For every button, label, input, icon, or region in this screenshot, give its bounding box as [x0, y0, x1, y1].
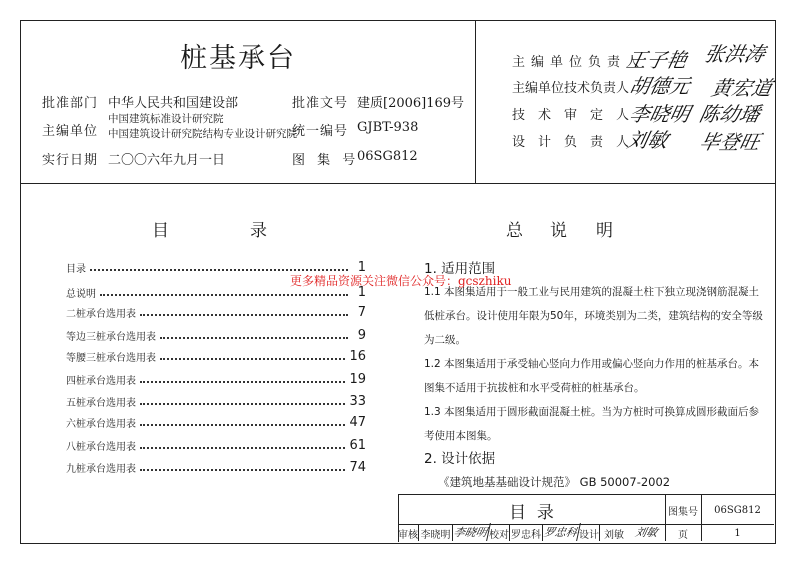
editor-unit-line2: 中国建筑设计研究院结构专业设计研究院 — [108, 128, 297, 140]
toc-item-label: 等边三桩承台选用表 — [66, 332, 156, 343]
toc-item[interactable] — [66, 304, 366, 320]
toc-leader-dots — [140, 381, 345, 383]
toc-title-left: 目 — [152, 221, 169, 241]
editor-unit-line1: 中国建筑标准设计研究院 — [108, 113, 224, 125]
checker-signature: 罗忠科 — [541, 523, 581, 541]
toc-item-page: 9 — [357, 328, 366, 343]
check-label: 校对 — [489, 525, 510, 541]
toc-item[interactable] — [66, 437, 366, 453]
toc-leader-dots — [140, 447, 345, 449]
toc-item-label: 五桩承台选用表 — [66, 398, 136, 409]
designer-name: 刘敏 — [604, 529, 624, 541]
toc-item-label: 目录 — [66, 264, 86, 275]
toc-title-right: 录 — [250, 221, 267, 241]
toc-leader-dots — [140, 314, 348, 316]
toc-item-page: 7 — [357, 305, 366, 320]
signature: 黄宏道 — [709, 76, 775, 100]
approval-doc-label: 批准文号 — [292, 96, 349, 111]
toc-item-page: 74 — [349, 460, 366, 475]
section-heading-scope: 1. 适用范围 — [424, 261, 496, 277]
toc-leader-dots — [100, 294, 348, 296]
toc-item-page: 1 — [357, 285, 366, 300]
approval-dept-value: 中华人民共和国建设部 — [108, 96, 239, 111]
checker-name: 罗忠科 — [510, 525, 543, 541]
toc-item[interactable] — [66, 414, 366, 430]
header-bottom-line — [20, 183, 775, 184]
signature: 李晓明 — [627, 102, 693, 126]
notes-title-1: 总 — [506, 221, 523, 241]
signature: 王子艳 — [624, 48, 690, 72]
toc-item[interactable] — [66, 348, 366, 364]
design-code-reference: 《建筑地基基础设计规范》 GB 50007-2002 — [438, 475, 671, 489]
toc-item-label: 四桩承台选用表 — [66, 376, 136, 387]
toc-item-page: 61 — [349, 438, 366, 453]
page-number: 1 — [734, 527, 741, 539]
approval-dept-label: 批准部门 — [42, 96, 99, 111]
toc-item-label: 总说明 — [66, 289, 96, 300]
reviewer-signature: 李晓明 — [451, 523, 491, 541]
toc-item[interactable] — [66, 459, 366, 475]
signature: 陈幼璠 — [697, 102, 763, 126]
unified-no-label: 统一编号 — [292, 124, 349, 139]
toc-item-page: 16 — [349, 349, 366, 364]
toc-item[interactable] — [66, 393, 366, 409]
section-heading-basis: 2. 设计依据 — [424, 451, 496, 467]
toc-item-label: 八桩承台选用表 — [66, 442, 136, 453]
toc-leader-dots — [140, 424, 345, 426]
designer-signature: 刘敏 — [634, 526, 659, 539]
toc-item-label: 二桩承台选用表 — [66, 309, 136, 320]
toc-item-page: 1 — [357, 260, 366, 275]
editor-unit-label: 主编单位 — [42, 124, 99, 139]
page-label: 页 — [678, 529, 688, 541]
notes-title-2: 说 — [550, 221, 567, 241]
atlas-title: 桩基承台 — [180, 43, 296, 74]
effective-date-label: 实行日期 — [42, 153, 99, 168]
atlas-no-value: 06SG812 — [714, 504, 761, 516]
effective-date-value: 二〇〇六年九月一日 — [108, 153, 226, 168]
toc-leader-dots — [140, 403, 345, 405]
toc-item-page: 47 — [349, 415, 366, 430]
atlas-no-value: 06SG812 — [357, 149, 418, 164]
reviewer-name: 李晓明 — [419, 525, 453, 541]
toc-item-label: 六桩承台选用表 — [66, 419, 136, 430]
note-1-1: 1.1 本图集适用于一般工业与民用建筑的混凝土柱下独立现浇钢筋混凝土低桩承台。设计使用年限为50年，环境类别为二类，建筑结构的安全等级为二级。 — [424, 286, 763, 346]
signature: 胡德元 — [627, 74, 693, 98]
toc-item-label: 等腰三桩承台选用表 — [66, 353, 156, 364]
toc-leader-dots — [140, 469, 345, 471]
resp-label-tech-review: 技术审定人 — [512, 108, 643, 123]
note-1-2: 1.2 本图集适用于承受轴心竖向力作用或偏心竖向力作用的桩基承台。本图集不适用于抗拔桩和水平受荷桩的桩基承台。 — [424, 358, 760, 394]
resp-label-design-lead: 设计负责人 — [512, 135, 643, 150]
review-label: 审核 — [398, 525, 419, 541]
approval-doc-value: 建质[2006]169号 — [357, 96, 465, 111]
atlas-no-label: 图集号 — [668, 506, 698, 518]
atlas-no-label: 图 集 号 — [292, 153, 360, 168]
note-1-3: 1.3 本图集适用于圆形截面混凝土桩。当为方桩时可换算成圆形截面后参考使用本图集。 — [424, 406, 760, 442]
signature: 刘敏 — [625, 128, 671, 152]
resp-label-tech-chief: 主编单位技术负责人 — [512, 81, 630, 96]
toc-leader-dots — [160, 337, 348, 339]
design-label: 设计 — [579, 525, 600, 541]
toc-item[interactable] — [66, 327, 366, 343]
signature: 张洪涛 — [702, 42, 768, 66]
toc-item-page: 19 — [349, 372, 366, 387]
header-divider — [475, 20, 476, 183]
general-notes — [424, 258, 769, 494]
toc-leader-dots — [160, 358, 345, 360]
unified-no-value: GJBT-938 — [357, 120, 419, 135]
notes-title-3: 明 — [596, 221, 613, 241]
signature: 毕登旺 — [697, 130, 763, 154]
resp-label-chief-unit: 主编单位负责人 — [512, 55, 646, 70]
sheet-title: 目 录 — [509, 502, 554, 523]
toc-item-page: 33 — [349, 394, 366, 409]
watermark-text: 更多精品资源关注微信公众号：gcszhiku — [290, 274, 512, 288]
toc-leader-dots — [90, 269, 348, 271]
toc-item[interactable] — [66, 371, 366, 387]
toc-item-label: 九桩承台选用表 — [66, 464, 136, 475]
